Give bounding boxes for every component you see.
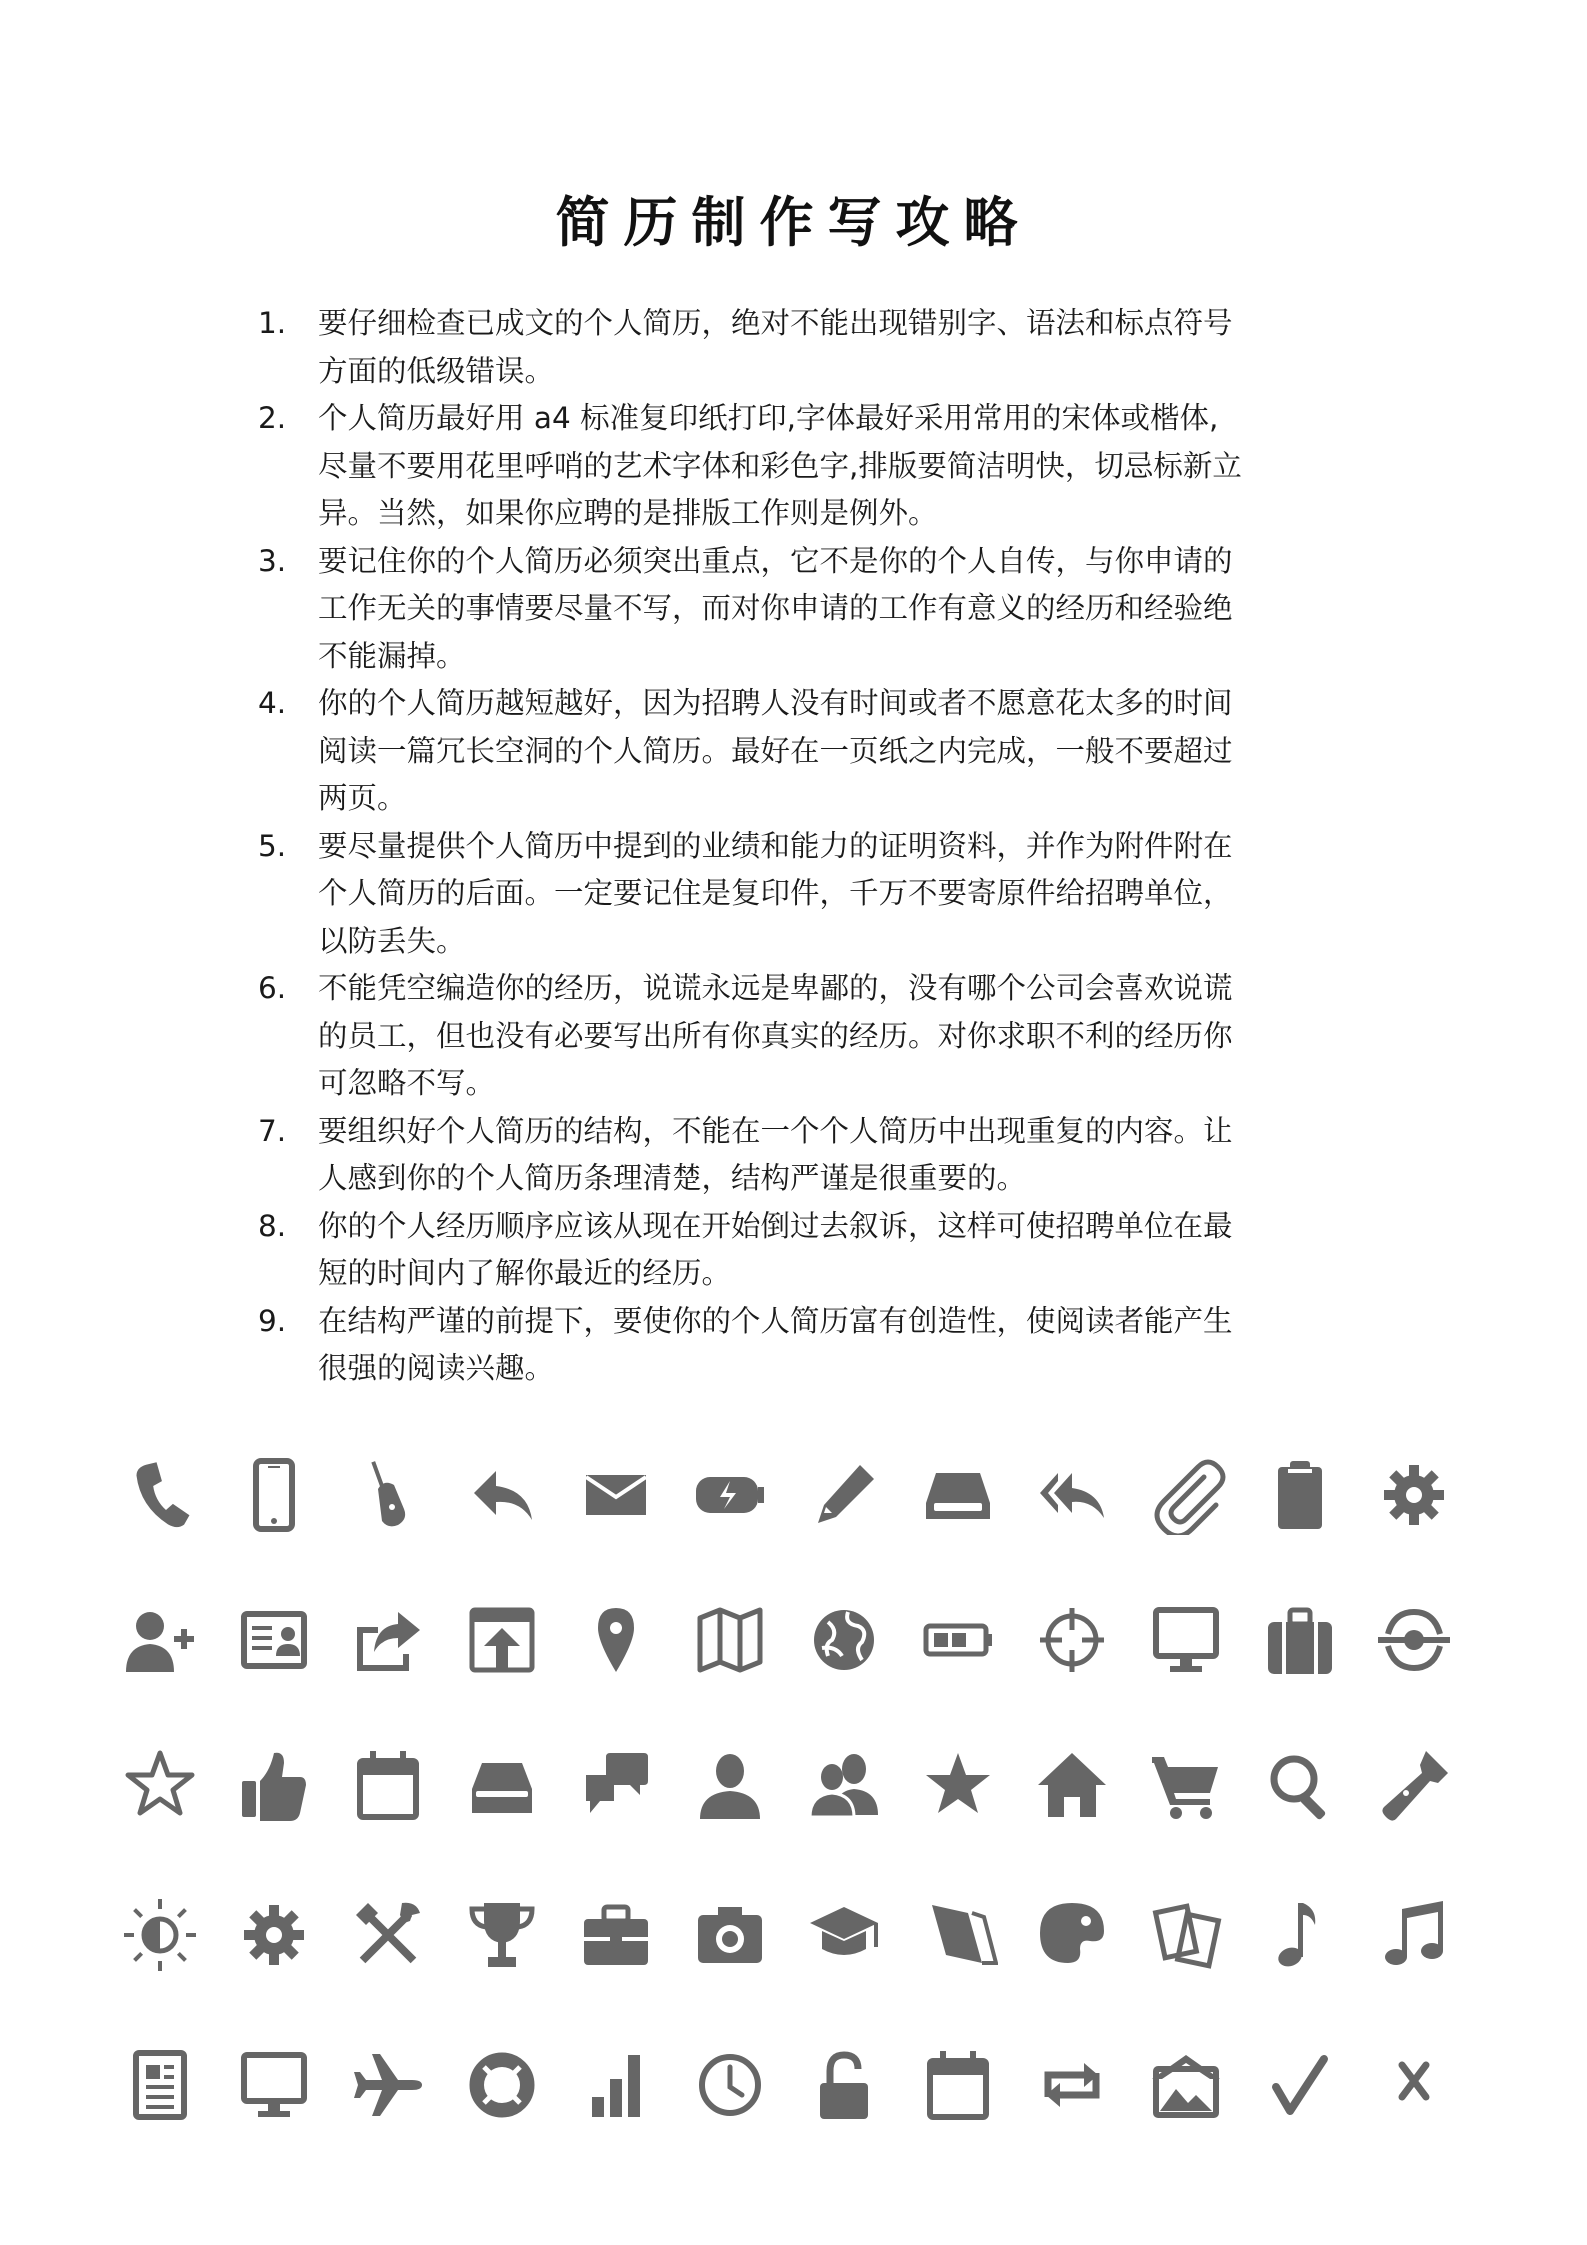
tip-line: 以防丢失。 [318,923,466,958]
tip-item [258,300,1318,395]
share-icon [348,1600,428,1680]
pencil-icon [804,1455,884,1535]
clock-icon [690,2045,770,2125]
image-icon [1146,2045,1226,2125]
thumbs-up-icon [234,1745,314,1825]
globe-icon [804,1600,884,1680]
document-icon [120,2045,200,2125]
chat-bubbles-icon [576,1745,656,1825]
tip-line: 短的时间内了解你最近的经历。 [318,1256,732,1290]
smartphone-icon [234,1455,314,1535]
cross-icon [1374,2045,1454,2125]
battery-icon [918,1600,998,1680]
inbox-icon [462,1745,542,1825]
crosshair-icon [1032,1600,1112,1680]
icon-row [120,1455,1490,1565]
tip-line: 个人简历最好用 a4 标准复印纸打印,字体最好采用常用的宋体或楷体, [318,401,1219,435]
home-icon [1032,1745,1112,1825]
tip-line: 阅读一篇冗长空洞的个人简历。最好在一页纸之内完成，一般不要超过 [318,733,1233,768]
tip-line: 要记住你的个人简历必须突出重点，它不是你的个人自传，与你申请的 [318,543,1233,578]
eye-scan-icon [1374,1600,1454,1680]
tip-item [258,1298,1318,1393]
page-title: 简历制作写攻略 [555,191,1032,254]
icon-row [120,1600,1490,1710]
gear-icon [1374,1455,1454,1535]
icon-row [120,1895,1490,2005]
tip-item [258,1203,1318,1298]
tip-number: 6. [258,971,287,1005]
phone-icon [120,1455,200,1535]
add-user-icon [120,1600,200,1680]
suitcase-icon [1260,1600,1340,1680]
reply-all-icon [1032,1455,1112,1535]
walkie-talkie-icon [348,1455,428,1535]
tip-line: 两页。 [318,781,407,815]
tip-line: 工作无关的事情要尽量不写，而对你申请的工作有意义的经历和经验绝 [318,591,1233,625]
id-card-icon [234,1600,314,1680]
shopping-cart-icon [1146,1745,1226,1825]
clipboard-icon [1260,1455,1340,1535]
tips-list [258,300,1318,1393]
star-outline-icon [120,1745,200,1825]
inbox-tray-icon [918,1455,998,1535]
repeat-icon [1032,2045,1112,2125]
briefcase-icon [576,1895,656,1975]
tip-item [258,395,1318,538]
desktop-icon [234,2045,314,2125]
tip-number: 7. [258,1113,287,1148]
graduation-cap-icon [804,1895,884,1975]
tip-item [258,823,1318,966]
battery-charging-icon [690,1455,770,1535]
tip-line: 你的个人经历顺序应该从现在开始倒过去叙诉，这样可使招聘单位在最 [318,1208,1233,1243]
bar-chart-icon [576,2045,656,2125]
checkmark-icon [1260,2045,1340,2125]
tip-item [258,1108,1318,1203]
user-icon [690,1745,770,1825]
tip-line: 要组织好个人简历的结构，不能在一个个人简历中出现重复的内容。让 [318,1113,1233,1148]
mail-icon [576,1455,656,1535]
tip-line: 要尽量提供个人简历中提到的业绩和能力的证明资料，并作为附件附在 [318,828,1233,863]
users-icon [804,1745,884,1825]
music-notes-icon [1374,1895,1454,1975]
search-icon [1260,1745,1340,1825]
photos-icon [1146,1895,1226,1975]
camera-icon [690,1895,770,1975]
calendar-blank-icon [918,2045,998,2125]
reply-icon [462,1455,542,1535]
tip-line: 很强的阅读兴趣。 [318,1351,555,1385]
tip-line: 的员工，但也没有必要写出所有你真实的经历。对你求职不利的经历你 [318,1018,1233,1053]
tip-line: 在结构严谨的前提下，要使你的个人简历富有创造性，使阅读者能产生 [318,1303,1233,1338]
tip-number: 9. [258,1303,287,1338]
book-icon [918,1895,998,1975]
tip-item [258,680,1318,823]
tip-line: 可忽略不写。 [318,1066,496,1100]
tip-number: 5. [258,828,287,863]
tip-line: 异。当然，如果你应聘的是排版工作则是例外。 [318,496,938,530]
tip-line: 人感到你的个人简历条理清楚，结构严谨是很重要的。 [318,1161,1027,1195]
unlock-icon [804,2045,884,2125]
tip-line: 方面的低级错误。 [318,353,555,388]
map-icon [690,1600,770,1680]
tip-number: 8. [258,1208,287,1243]
paperclip-icon [1146,1455,1226,1535]
flashlight-icon [1374,1745,1454,1825]
star-icon [918,1745,998,1825]
airplane-icon [348,2045,428,2125]
upload-window-icon [462,1600,542,1680]
tip-number: 2. [258,401,287,435]
icon-row [120,2045,1490,2155]
trophy-icon [462,1895,542,1975]
palette-icon [1032,1895,1112,1975]
lifebuoy-icon [462,2045,542,2125]
settings-icon [234,1895,314,1975]
tip-line: 个人简历的后面。一定要记住是复印件，千万不要寄原件给招聘单位， [318,876,1233,910]
tip-number: 3. [258,543,287,578]
map-pin-icon [576,1600,656,1680]
tip-number: 1. [258,306,287,340]
tip-line: 不能漏掉。 [318,638,466,673]
tip-number: 4. [258,686,287,720]
calendar-icon [348,1745,428,1825]
tip-item [258,965,1318,1108]
tip-line: 尽量不要用花里呼哨的艺术字体和彩色字,排版要简洁明快，切忌标新立 [318,448,1242,483]
tip-line: 你的个人简历越短越好，因为招聘人没有时间或者不愿意花太多的时间 [318,686,1233,720]
brightness-icon [120,1895,200,1975]
music-note-icon [1260,1895,1340,1975]
tip-line: 要仔细检查已成文的个人简历，绝对不能出现错别字、语法和标点符号 [318,306,1233,340]
icon-row [120,1745,1490,1855]
tip-item [258,538,1318,681]
monitor-icon [1146,1600,1226,1680]
tip-line: 不能凭空编造你的经历，说谎永远是卑鄙的，没有哪个公司会喜欢说谎 [318,971,1233,1005]
tools-icon [348,1895,428,1975]
